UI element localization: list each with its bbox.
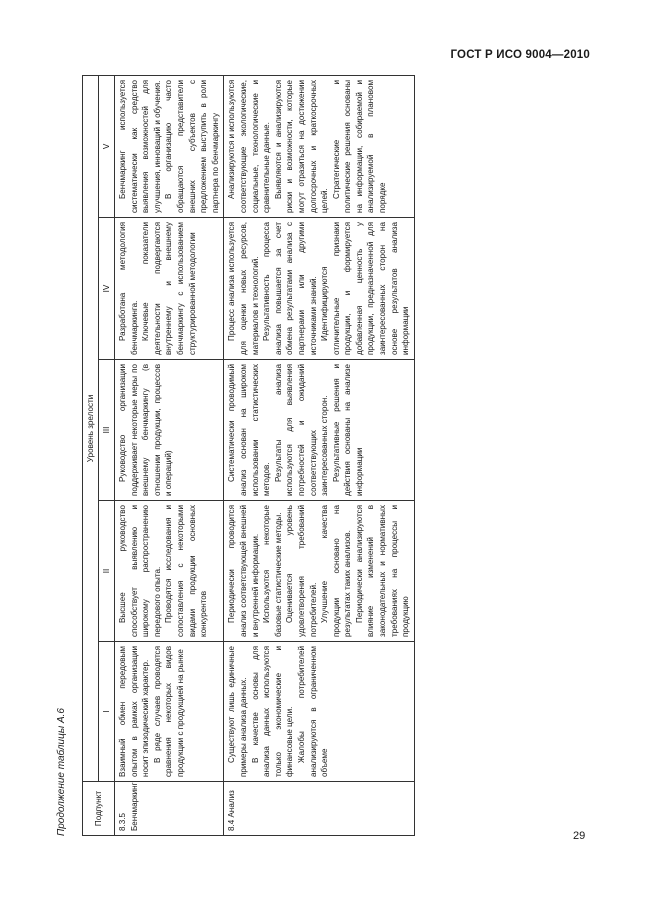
cell-paragraph: Разработана методология бенчмаркинга. [118, 222, 139, 355]
level-cell [224, 642, 415, 782]
subclause-cell: 8.4 Анализ [224, 782, 415, 836]
table-row [224, 75, 415, 835]
level-cell [115, 218, 224, 360]
cell-paragraph: Жалобы потребителей анализируются в ограниченном объеме [296, 646, 330, 777]
cell-paragraph: Руководство организации поддерживает некоторые меры по внешнему бенчмаркингу (в отношении продукции, процессов и операций) [118, 364, 174, 496]
cell-paragraph: В организацию часто обращаются представители внешних субъектов с предложением выступить в роли партнера по бенчмаркингу [164, 79, 220, 213]
cell-paragraph: Оценивается уровень удовлетворения требований потребителей. [285, 505, 318, 637]
cell-paragraph: Проводятся исследования и сопоставления с некоторыми видами продукции основных конкурентов [164, 505, 209, 637]
level-header: I [99, 642, 115, 782]
cell-paragraph: Анализируются и используются соответствующие экологические, социальные, технологические и сравнительные данные. [227, 79, 272, 213]
cell-paragraph: Взаимный обмен передовым опытом в рамках организации носит эпизодический характер. [118, 646, 151, 777]
header-row-1 [83, 75, 99, 835]
maturity-header: Уровень зрелости [83, 75, 99, 781]
cell-paragraph: В ряде случаев проводятся сравнения некоторых видов продукции с продукцией на рынке [152, 646, 185, 777]
subclause-header: Подпункт [83, 782, 115, 836]
level-header: V [99, 75, 115, 217]
cell-paragraph: Результаты анализа используются для выявления потребностей и ожиданий соответствующих заинтересованных сторон. [273, 364, 330, 496]
header-row-2 [99, 75, 115, 835]
level-cell [224, 218, 415, 360]
level-cell [115, 75, 224, 217]
table-row [115, 75, 224, 835]
maturity-table [82, 75, 415, 836]
cell-paragraph: Систематически проводимый анализ основан на широком использовании статистических методов. [227, 364, 272, 496]
page-number: 29 [573, 830, 586, 842]
rotated-table-block [56, 76, 531, 836]
cell-paragraph: Результативные решения и действия основаны на анализе информации [331, 364, 364, 496]
cell-paragraph: Идентифицируются отличительные признаки продукции, и формируется добавленная ценность у продукции, предназначенной для заинтересованных сторон на основе результатов анализа информации [320, 222, 411, 355]
level-cell [115, 501, 224, 642]
cell-paragraph: Результативность процесса анализа повышается за счет обмена результатами анализа с партнерами или другими источниками знаний. [262, 222, 318, 355]
cell-paragraph: Процесс анализа используется для оценки новых ресурсов, материалов и технологий. [227, 222, 260, 355]
level-header: II [99, 501, 115, 642]
cell-paragraph: Стратегические и политические решения основаны на информации, собираемой и анализируемой в плановом порядке [331, 79, 388, 213]
subclause-cell: 8.3.5 Бенчмаркинг [115, 782, 224, 836]
cell-paragraph: Существуют лишь единичные примеры анализа данных. [227, 646, 248, 777]
cell-paragraph: Используются некоторые базовые статистические методы. [262, 505, 283, 637]
cell-paragraph: В качестве основы для анализа данных используются только экономические и финансовые цели. [250, 646, 295, 777]
level-cell [224, 360, 415, 501]
level-cell [224, 501, 415, 642]
cell-paragraph: Периодически проводится анализ соответствующей внешней и внутренней информации. [227, 505, 260, 637]
level-header: IV [99, 218, 115, 360]
level-cell [115, 642, 224, 782]
cell-paragraph: Ключевые показатели деятельности подвергаются внутреннему и внешнему бенчмаркингу с использованием структурированной методологии [141, 222, 197, 355]
table-caption: Продолжение таблицы А.6 [56, 708, 67, 836]
cell-paragraph: Выявляются и анализируются риски и возможности, которые могут отразиться на достижении долгосрочных и краткосрочных целей. [273, 79, 330, 213]
level-cell [224, 75, 415, 217]
standard-designation: ГОСТ Р ИСО 9004—2010 [450, 49, 590, 61]
cell-paragraph: Улучшение качества продукции основано на результатах таких анализов. [320, 505, 353, 637]
level-cell [115, 360, 224, 501]
cell-paragraph: Бенчмаркинг используется систематически как средство выявления возможностей для улучшения, инноваций и обучения. [118, 79, 162, 213]
cell-paragraph: Периодически анализируются влияние изменений в законодательных и нормативных требованиях на процессы и продукцию [354, 505, 411, 637]
cell-paragraph: Высшее руководство способствует выявлению и широкому распространению передового опыта. [118, 505, 162, 637]
level-header: III [99, 360, 115, 501]
